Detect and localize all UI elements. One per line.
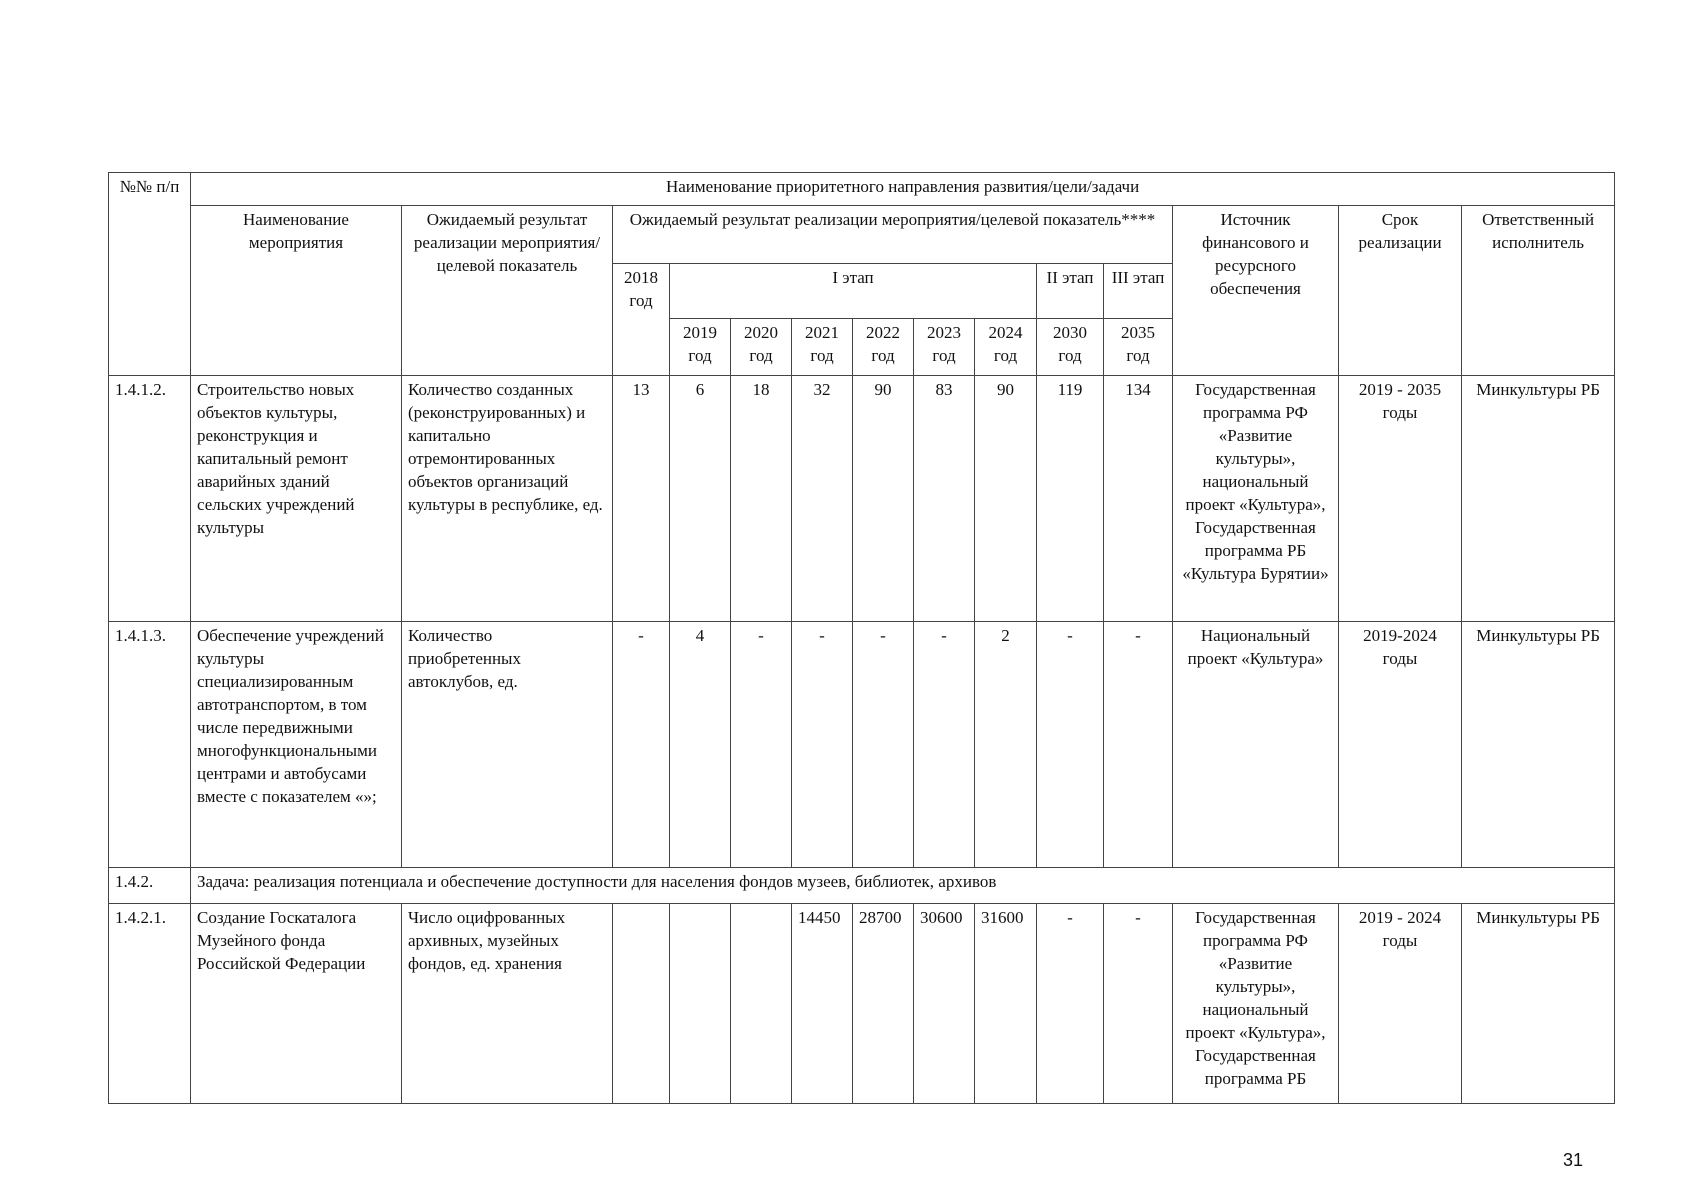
row-value: 134 <box>1104 376 1173 622</box>
header-stage-1: I этап <box>670 264 1037 319</box>
table-row <box>109 904 1615 1104</box>
row-value: - <box>613 622 670 868</box>
row-value: - <box>1037 904 1104 1104</box>
row-event-name: Строительство новых объектов культуры, реконструкция и капитальный ремонт аварийных зданий сельских учреждений культуры <box>191 376 402 622</box>
row-value: 18 <box>731 376 792 622</box>
row-num: 1.4.1.2. <box>109 376 191 622</box>
row-source: Государственная программа РФ «Развитие культуры», национальный проект «Культура», Государственная программа РБ «Культура Бурятии» <box>1173 376 1339 622</box>
row-value: 32 <box>792 376 853 622</box>
row-responsible: Минкультуры РБ <box>1462 376 1615 622</box>
row-source: Государственная программа РФ «Развитие культуры», национальный проект «Культура», Государственная программа РБ <box>1173 904 1339 1104</box>
header-stage-2: II этап <box>1037 264 1104 319</box>
row-expected-result: Количество созданных (реконструированных) и капитально отремонтированных объектов организаций культуры в республике, ед. <box>402 376 613 622</box>
row-value: - <box>1104 904 1173 1104</box>
row-term: 2019-2024 годы <box>1339 622 1462 868</box>
row-expected-result: Количество приобретенных автоклубов, ед. <box>402 622 613 868</box>
page-number: 31 <box>1563 1150 1584 1170</box>
row-num: 1.4.1.3. <box>109 622 191 868</box>
row-term: 2019 - 2024 годы <box>1339 904 1462 1104</box>
header-year: 2023 год <box>914 319 975 376</box>
row-value: 31600 <box>975 904 1037 1104</box>
row-value: 6 <box>670 376 731 622</box>
row-value: - <box>792 622 853 868</box>
row-value: 30600 <box>914 904 975 1104</box>
task-row <box>109 868 1615 904</box>
header-stage-3: III этап <box>1104 264 1173 319</box>
table-row <box>109 622 1615 868</box>
row-value: 90 <box>975 376 1037 622</box>
header-responsible: Ответственный исполнитель <box>1462 206 1615 376</box>
header-main-title: Наименование приоритетного направления развития/цели/задачи <box>191 173 1615 206</box>
header-year: 2035 год <box>1104 319 1173 376</box>
header-num: №№ п/п <box>109 173 191 376</box>
row-expected-result: Число оцифрованных архивных, музейных фондов, ед. хранения <box>402 904 613 1104</box>
row-value <box>670 904 731 1104</box>
row-value: 28700 <box>853 904 914 1104</box>
row-value: - <box>853 622 914 868</box>
row-value: 90 <box>853 376 914 622</box>
header-year: 2019 год <box>670 319 731 376</box>
row-responsible: Минкультуры РБ <box>1462 904 1615 1104</box>
row-value <box>613 904 670 1104</box>
row-value: - <box>1104 622 1173 868</box>
row-num: 1.4.2. <box>109 868 191 904</box>
row-num: 1.4.2.1. <box>109 904 191 1104</box>
header-year: 2024 год <box>975 319 1037 376</box>
row-value: 83 <box>914 376 975 622</box>
row-value: - <box>914 622 975 868</box>
row-source: Национальный проект «Культура» <box>1173 622 1339 868</box>
row-value <box>731 904 792 1104</box>
header-year: 2021 год <box>792 319 853 376</box>
measures-table <box>108 172 1615 1104</box>
row-value: 13 <box>613 376 670 622</box>
header-year: 2030 год <box>1037 319 1104 376</box>
row-term: 2019 - 2035 годы <box>1339 376 1462 622</box>
header-term: Срок реализации <box>1339 206 1462 376</box>
row-responsible: Минкультуры РБ <box>1462 622 1615 868</box>
header-expected-values: Ожидаемый результат реализации мероприятия/целевой показатель**** <box>613 206 1173 264</box>
header-event-name: Наименование мероприятия <box>191 206 402 376</box>
row-value: 119 <box>1037 376 1104 622</box>
header-year-2018: 2018 год <box>613 264 670 376</box>
header-source: Источник финансового и ресурсного обеспечения <box>1173 206 1339 376</box>
row-value: - <box>731 622 792 868</box>
header-expected-result: Ожидаемый результат реализации мероприятия/целевой показатель <box>402 206 613 376</box>
row-event-name: Создание Госкаталога Музейного фонда Российской Федерации <box>191 904 402 1104</box>
header-year: 2020 год <box>731 319 792 376</box>
row-value: 4 <box>670 622 731 868</box>
row-value: - <box>1037 622 1104 868</box>
header-year: 2022 год <box>853 319 914 376</box>
row-value: 2 <box>975 622 1037 868</box>
row-event-name: Обеспечение учреждений культуры специализированным автотранспортом, в том числе передвижными многофункциональными центрами и автобусами вместе с показателем «»; <box>191 622 402 868</box>
table-row <box>109 376 1615 622</box>
row-value: 14450 <box>792 904 853 1104</box>
task-text: Задача: реализация потенциала и обеспечение доступности для населения фондов музеев, библиотек, архивов <box>191 868 1615 904</box>
